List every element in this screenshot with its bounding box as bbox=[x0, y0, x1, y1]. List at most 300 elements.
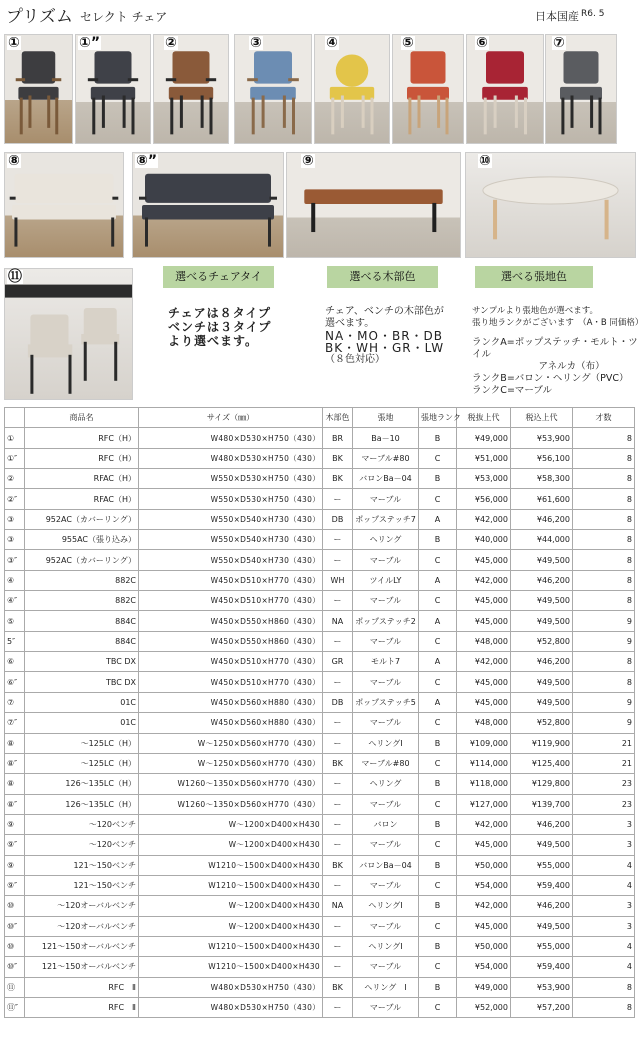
table-row bbox=[5, 875, 635, 895]
table-cell: 8 bbox=[573, 448, 635, 468]
table-cell: ¥46,200 bbox=[511, 652, 573, 672]
table-cell: W450×D560×H880（430） bbox=[139, 692, 323, 712]
table-cell: 4 bbox=[573, 855, 635, 875]
table-cell: 23 bbox=[573, 774, 635, 794]
table-cell: ¥46,200 bbox=[511, 570, 573, 590]
table-row bbox=[5, 794, 635, 814]
table-cell: ④ bbox=[5, 570, 25, 590]
photo-number-label: ③ bbox=[250, 35, 262, 51]
table-cell: RFC Ⅱ bbox=[25, 977, 139, 997]
table-cell: RFC（H） bbox=[25, 428, 139, 448]
table-row bbox=[5, 591, 635, 611]
table-cell: ¥45,000 bbox=[457, 835, 511, 855]
table-cell: 8 bbox=[573, 530, 635, 550]
table-cell: ¥42,000 bbox=[457, 509, 511, 529]
table-cell: BK bbox=[323, 977, 353, 997]
furniture-illustration bbox=[466, 153, 635, 257]
table-row bbox=[5, 509, 635, 529]
photo-number-label: ⑤ bbox=[402, 35, 414, 51]
table-cell: ¥42,000 bbox=[457, 570, 511, 590]
table-cell: C bbox=[419, 997, 457, 1017]
table-cell: ¥58,300 bbox=[511, 469, 573, 489]
table-cell: W550×D540×H730（430） bbox=[139, 509, 323, 529]
table-cell: ¥51,000 bbox=[457, 448, 511, 468]
table-row bbox=[5, 835, 635, 855]
table-cell: W450×D560×H880（430） bbox=[139, 713, 323, 733]
table-cell: 21 bbox=[573, 753, 635, 773]
table-cell: バロンBa－04 bbox=[353, 855, 419, 875]
table-cell: ポップステッチ7 bbox=[353, 509, 419, 529]
table-cell: ¥44,000 bbox=[511, 530, 573, 550]
table-cell: ー bbox=[323, 591, 353, 611]
table-cell: C bbox=[419, 672, 457, 692]
table-cell: 8 bbox=[573, 672, 635, 692]
table-cell: 8 bbox=[573, 997, 635, 1017]
table-cell: 9 bbox=[573, 692, 635, 712]
table-cell: ¥45,000 bbox=[457, 591, 511, 611]
table-cell: ¥45,000 bbox=[457, 611, 511, 631]
table-cell: ¥53,900 bbox=[511, 428, 573, 448]
table-cell: W550×D530×H750（430） bbox=[139, 489, 323, 509]
table-cell: ¥48,000 bbox=[457, 631, 511, 651]
photo-number-label: ① bbox=[8, 35, 20, 51]
table-cell: ¥48,000 bbox=[457, 713, 511, 733]
table-cell: ¥61,600 bbox=[511, 489, 573, 509]
product-photo bbox=[132, 152, 284, 258]
table-cell: ～120オーバルベンチ bbox=[25, 916, 139, 936]
table-cell: ⑦ bbox=[5, 692, 25, 712]
table-cell: ⑧ bbox=[5, 774, 25, 794]
photo-number-label: ①” bbox=[79, 35, 101, 51]
product-photo bbox=[314, 34, 390, 144]
table-header-cell: 税抜上代 bbox=[457, 408, 511, 428]
table-cell: GR bbox=[323, 652, 353, 672]
table-cell: ③ bbox=[5, 509, 25, 529]
chair-type-note bbox=[168, 306, 271, 348]
furniture-illustration bbox=[154, 35, 228, 143]
table-cell: ¥42,000 bbox=[457, 814, 511, 834]
wood-color-list: BK・WH・GR・LW bbox=[325, 341, 445, 355]
furniture-illustration bbox=[546, 35, 616, 143]
table-cell: ヘリングⅠ bbox=[353, 896, 419, 916]
table-cell: マーブル bbox=[353, 794, 419, 814]
table-cell: ¥40,000 bbox=[457, 530, 511, 550]
table-cell: 121～150ベンチ bbox=[25, 855, 139, 875]
table-cell: ー bbox=[323, 814, 353, 834]
tag-chair-type: 選べるチェアタイ bbox=[163, 266, 274, 288]
table-cell: ¥49,500 bbox=[511, 672, 573, 692]
tag-fabric: 選べる張地色 bbox=[475, 266, 593, 288]
table-cell: W450×D550×H860（430） bbox=[139, 631, 323, 651]
table-cell: ¥59,400 bbox=[511, 957, 573, 977]
table-cell: 3 bbox=[573, 916, 635, 936]
table-cell: 9 bbox=[573, 611, 635, 631]
table-cell: 8 bbox=[573, 977, 635, 997]
table-cell: B bbox=[419, 530, 457, 550]
table-cell: C bbox=[419, 753, 457, 773]
photo-number-label: ⑧” bbox=[136, 153, 158, 169]
rank-line: ランクA=ポップステッチ・モルト・ツイル bbox=[472, 337, 638, 360]
table-cell: W550×D540×H730（430） bbox=[139, 530, 323, 550]
table-cell: 884C bbox=[25, 611, 139, 631]
table-cell: B bbox=[419, 814, 457, 834]
table-cell: 01C bbox=[25, 692, 139, 712]
product-photo bbox=[392, 34, 464, 144]
table-cell: RFAC（H） bbox=[25, 469, 139, 489]
table-cell: A bbox=[419, 611, 457, 631]
photo-number-label: ② bbox=[165, 35, 177, 51]
furniture-illustration bbox=[235, 35, 311, 143]
table-cell: 952AC（カバーリング） bbox=[25, 550, 139, 570]
note-line: 張り地ランクがございます （A・B 同価格） bbox=[472, 318, 643, 328]
table-cell: 8 bbox=[573, 509, 635, 529]
table-row bbox=[5, 570, 635, 590]
furniture-illustration bbox=[467, 35, 543, 143]
table-cell: NA bbox=[323, 896, 353, 916]
table-row bbox=[5, 855, 635, 875]
table-cell: ¥45,000 bbox=[457, 916, 511, 936]
table-cell: ⑪ bbox=[5, 977, 25, 997]
table-cell: ¥49,500 bbox=[511, 550, 573, 570]
table-cell: ¥52,800 bbox=[511, 631, 573, 651]
table-cell: B bbox=[419, 896, 457, 916]
table-row bbox=[5, 428, 635, 448]
table-cell: マーブル bbox=[353, 550, 419, 570]
furniture-illustration bbox=[5, 35, 72, 143]
table-cell: ⑨″ bbox=[5, 835, 25, 855]
table-cell: ⑦″ bbox=[5, 713, 25, 733]
table-row bbox=[5, 957, 635, 977]
table-cell: 121～150オーバルベンチ bbox=[25, 957, 139, 977]
table-cell: マーブル bbox=[353, 631, 419, 651]
product-photo bbox=[545, 34, 617, 144]
table-cell: C bbox=[419, 591, 457, 611]
table-cell: ー bbox=[323, 957, 353, 977]
table-cell: ポップステッチ5 bbox=[353, 692, 419, 712]
table-cell: ヘリング bbox=[353, 774, 419, 794]
table-cell: ー bbox=[323, 916, 353, 936]
table-cell: ⑨″ bbox=[5, 875, 25, 895]
table-cell: モルト7 bbox=[353, 652, 419, 672]
table-cell: ～120ベンチ bbox=[25, 835, 139, 855]
table-cell: W1260～1350×D560×H770（430） bbox=[139, 794, 323, 814]
table-cell: マーブル#80 bbox=[353, 448, 419, 468]
table-body bbox=[5, 428, 635, 1018]
table-row bbox=[5, 550, 635, 570]
table-cell: C bbox=[419, 550, 457, 570]
table-cell: 8 bbox=[573, 570, 635, 590]
table-row bbox=[5, 936, 635, 956]
photo-number-label: ⑥ bbox=[476, 35, 488, 51]
table-cell: BR bbox=[323, 428, 353, 448]
table-cell: ¥55,000 bbox=[511, 855, 573, 875]
table-cell: 126～135LC（H） bbox=[25, 774, 139, 794]
table-cell: ¥45,000 bbox=[457, 672, 511, 692]
table-cell: ¥49,000 bbox=[457, 977, 511, 997]
table-cell: ー bbox=[323, 672, 353, 692]
photo-number-label: ⑨ bbox=[302, 153, 314, 169]
table-cell: NA bbox=[323, 611, 353, 631]
table-cell: バロン bbox=[353, 814, 419, 834]
table-cell: W～1250×D560×H770（430） bbox=[139, 753, 323, 773]
table-cell: 3 bbox=[573, 896, 635, 916]
table-cell: ー bbox=[323, 550, 353, 570]
table-cell: ¥49,500 bbox=[511, 591, 573, 611]
note-line: チェア、ベンチの木部色が bbox=[325, 306, 444, 317]
rank-line: ランクC=マーブル bbox=[472, 385, 553, 396]
table-cell: W1210～1500×D400×H430 bbox=[139, 855, 323, 875]
table-cell: 9 bbox=[573, 631, 635, 651]
table-cell: W～1200×D400×H430 bbox=[139, 896, 323, 916]
rank-line: ランクB=バロン・ヘリング（PVC） bbox=[472, 373, 629, 384]
product-photo bbox=[75, 34, 151, 144]
table-cell: W550×D530×H750（430） bbox=[139, 469, 323, 489]
table-cell: ¥45,000 bbox=[457, 692, 511, 712]
table-cell: ¥139,700 bbox=[511, 794, 573, 814]
note-line: 選べます。 bbox=[325, 318, 375, 329]
page-subtitle: セレクト チェア bbox=[80, 10, 168, 24]
table-cell: ー bbox=[323, 713, 353, 733]
table-row bbox=[5, 774, 635, 794]
table-cell: ¥59,400 bbox=[511, 875, 573, 895]
table-header-cell: サイズ（㎜） bbox=[139, 408, 323, 428]
spec-table bbox=[4, 407, 635, 1018]
table-cell: ②″ bbox=[5, 489, 25, 509]
product-photo bbox=[286, 152, 461, 258]
wood-color-list: NA・MO・BR・DB bbox=[325, 329, 444, 343]
product-photo bbox=[4, 152, 124, 258]
table-row bbox=[5, 997, 635, 1017]
table-cell: ¥45,000 bbox=[457, 550, 511, 570]
furniture-illustration bbox=[5, 153, 123, 257]
table-cell: ヘリング bbox=[353, 530, 419, 550]
table-cell: ② bbox=[5, 469, 25, 489]
table-cell: 21 bbox=[573, 733, 635, 753]
table-cell: A bbox=[419, 692, 457, 712]
furniture-illustration bbox=[76, 35, 150, 143]
table-cell: 8 bbox=[573, 489, 635, 509]
product-photo bbox=[466, 34, 544, 144]
table-cell: ¥42,000 bbox=[457, 652, 511, 672]
table-cell: DB bbox=[323, 509, 353, 529]
table-cell: ¥50,000 bbox=[457, 936, 511, 956]
table-cell: 8 bbox=[573, 550, 635, 570]
table-cell: W480×D530×H750（430） bbox=[139, 428, 323, 448]
table-cell: W1210～1500×D400×H430 bbox=[139, 936, 323, 956]
table-cell: ⑧ bbox=[5, 733, 25, 753]
table-cell: C bbox=[419, 835, 457, 855]
table-cell: B bbox=[419, 855, 457, 875]
table-header-cell bbox=[5, 408, 25, 428]
table-cell: C bbox=[419, 489, 457, 509]
table-cell: ¥46,200 bbox=[511, 509, 573, 529]
table-cell: 8 bbox=[573, 591, 635, 611]
photo-number-label: ⑩ bbox=[479, 153, 491, 169]
table-cell: A bbox=[419, 570, 457, 590]
table-cell: ①″ bbox=[5, 448, 25, 468]
table-row bbox=[5, 530, 635, 550]
table-row bbox=[5, 652, 635, 672]
table-cell: ¥56,000 bbox=[457, 489, 511, 509]
table-cell: ¥54,000 bbox=[457, 957, 511, 977]
table-cell: 884C bbox=[25, 631, 139, 651]
table-cell: 126～135LC（H） bbox=[25, 794, 139, 814]
table-cell: C bbox=[419, 916, 457, 936]
table-cell: ～120オーバルベンチ bbox=[25, 896, 139, 916]
table-cell: C bbox=[419, 448, 457, 468]
table-cell: マーブル bbox=[353, 591, 419, 611]
table-cell: ツイルLY bbox=[353, 570, 419, 590]
table-cell: マーブル bbox=[353, 957, 419, 977]
table-cell: W480×D530×H750（430） bbox=[139, 977, 323, 997]
table-cell: ¥42,000 bbox=[457, 896, 511, 916]
product-photo bbox=[153, 34, 229, 144]
table-cell: W～1200×D400×H430 bbox=[139, 916, 323, 936]
table-cell: マーブル bbox=[353, 835, 419, 855]
table-cell: 121～150オーバルベンチ bbox=[25, 936, 139, 956]
table-cell: ヘリングⅠ bbox=[353, 733, 419, 753]
table-cell: ポップステッチ2 bbox=[353, 611, 419, 631]
table-cell: W550×D540×H730（430） bbox=[139, 550, 323, 570]
table-cell: ⑧″ bbox=[5, 794, 25, 814]
table-cell: ③ bbox=[5, 530, 25, 550]
product-photo bbox=[4, 268, 133, 400]
table-row bbox=[5, 977, 635, 997]
table-cell: 4 bbox=[573, 875, 635, 895]
furniture-illustration bbox=[315, 35, 389, 143]
table-cell: マーブル bbox=[353, 489, 419, 509]
table-cell: ー bbox=[323, 936, 353, 956]
table-cell: ヘリング Ⅰ bbox=[353, 977, 419, 997]
table-cell: B bbox=[419, 469, 457, 489]
table-cell: ¥54,000 bbox=[457, 875, 511, 895]
table-cell: DB bbox=[323, 692, 353, 712]
table-cell: マーブル bbox=[353, 713, 419, 733]
table-cell: 3 bbox=[573, 814, 635, 834]
table-cell: マーブル bbox=[353, 916, 419, 936]
table-cell: ¥49,500 bbox=[511, 916, 573, 936]
rank-line: アネルカ（布） bbox=[472, 361, 605, 372]
furniture-illustration bbox=[5, 269, 132, 399]
table-cell: TBC DX bbox=[25, 652, 139, 672]
table-cell: ¥49,000 bbox=[457, 428, 511, 448]
table-cell: ¥114,000 bbox=[457, 753, 511, 773]
table-cell: ¥52,000 bbox=[457, 997, 511, 1017]
table-cell: W～1250×D560×H770（430） bbox=[139, 733, 323, 753]
table-row bbox=[5, 753, 635, 773]
table-cell: 121～150ベンチ bbox=[25, 875, 139, 895]
table-cell: 8 bbox=[573, 428, 635, 448]
table-cell: ③″ bbox=[5, 550, 25, 570]
table-cell: BK bbox=[323, 753, 353, 773]
origin-label: 日本国産 bbox=[535, 10, 579, 23]
table-header-cell: 才数 bbox=[573, 408, 635, 428]
table-cell: ⑩″ bbox=[5, 916, 25, 936]
table-row bbox=[5, 733, 635, 753]
table-cell: C bbox=[419, 957, 457, 977]
table-row bbox=[5, 448, 635, 468]
table-cell: 8 bbox=[573, 652, 635, 672]
table-cell: 4 bbox=[573, 957, 635, 977]
table-cell: ¥46,200 bbox=[511, 896, 573, 916]
table-cell: 9 bbox=[573, 713, 635, 733]
table-cell: ④″ bbox=[5, 591, 25, 611]
table-cell: ～120ベンチ bbox=[25, 814, 139, 834]
photo-number-label: ⑪ bbox=[8, 269, 22, 285]
table-cell: ¥55,000 bbox=[511, 936, 573, 956]
table-cell: C bbox=[419, 713, 457, 733]
table-cell: BK bbox=[323, 448, 353, 468]
table-cell: RFAC（H） bbox=[25, 489, 139, 509]
product-photo bbox=[234, 34, 312, 144]
table-cell: 01C bbox=[25, 713, 139, 733]
table-cell: W480×D530×H750（430） bbox=[139, 448, 323, 468]
table-cell: ¥127,000 bbox=[457, 794, 511, 814]
table-cell: ¥49,500 bbox=[511, 611, 573, 631]
table-cell: 955AC（張り込み） bbox=[25, 530, 139, 550]
table-cell: ¥119,900 bbox=[511, 733, 573, 753]
table-cell: RFC Ⅱ bbox=[25, 997, 139, 1017]
table-cell: W450×D510×H770（430） bbox=[139, 652, 323, 672]
table-cell: ⑤ bbox=[5, 611, 25, 631]
table-cell: B bbox=[419, 977, 457, 997]
table-cell: W450×D550×H860（430） bbox=[139, 611, 323, 631]
table-row bbox=[5, 916, 635, 936]
furniture-illustration bbox=[393, 35, 463, 143]
table-cell: C bbox=[419, 794, 457, 814]
table-cell: ～125LC（H） bbox=[25, 733, 139, 753]
table-row bbox=[5, 713, 635, 733]
photo-number-label: ④ bbox=[326, 35, 338, 51]
table-cell: 8 bbox=[573, 469, 635, 489]
table-cell: B bbox=[419, 428, 457, 448]
table-cell: ー bbox=[323, 733, 353, 753]
note-line: チェアは８タイプ bbox=[168, 306, 272, 320]
table-cell: ¥52,800 bbox=[511, 713, 573, 733]
table-cell: ⑩ bbox=[5, 896, 25, 916]
table-row bbox=[5, 692, 635, 712]
table-cell: マーブル bbox=[353, 997, 419, 1017]
table-cell: 882C bbox=[25, 570, 139, 590]
table-cell: ⑨ bbox=[5, 814, 25, 834]
note-line: ベンチは３タイプ bbox=[168, 320, 272, 334]
table-cell: ¥49,500 bbox=[511, 835, 573, 855]
table-header-cell: 税込上代 bbox=[511, 408, 573, 428]
table-cell: ¥50,000 bbox=[457, 855, 511, 875]
table-cell: ¥49,500 bbox=[511, 692, 573, 712]
table-row bbox=[5, 814, 635, 834]
table-cell: C bbox=[419, 631, 457, 651]
table-cell: マーブル bbox=[353, 672, 419, 692]
table-cell: WH bbox=[323, 570, 353, 590]
table-cell: 5″ bbox=[5, 631, 25, 651]
table-cell: ¥53,000 bbox=[457, 469, 511, 489]
table-cell: ー bbox=[323, 774, 353, 794]
table-row bbox=[5, 896, 635, 916]
table-cell: 4 bbox=[573, 936, 635, 956]
table-cell: ー bbox=[323, 875, 353, 895]
table-cell: ¥109,000 bbox=[457, 733, 511, 753]
table-cell: ー bbox=[323, 997, 353, 1017]
table-cell: W1210～1500×D400×H430 bbox=[139, 957, 323, 977]
tag-wood-color: 選べる木部色 bbox=[327, 266, 438, 288]
table-cell: ¥125,400 bbox=[511, 753, 573, 773]
table-header-row bbox=[5, 408, 635, 428]
table-cell: ¥118,000 bbox=[457, 774, 511, 794]
table-row bbox=[5, 672, 635, 692]
table-cell: ～125LC（H） bbox=[25, 753, 139, 773]
table-cell: 3 bbox=[573, 835, 635, 855]
